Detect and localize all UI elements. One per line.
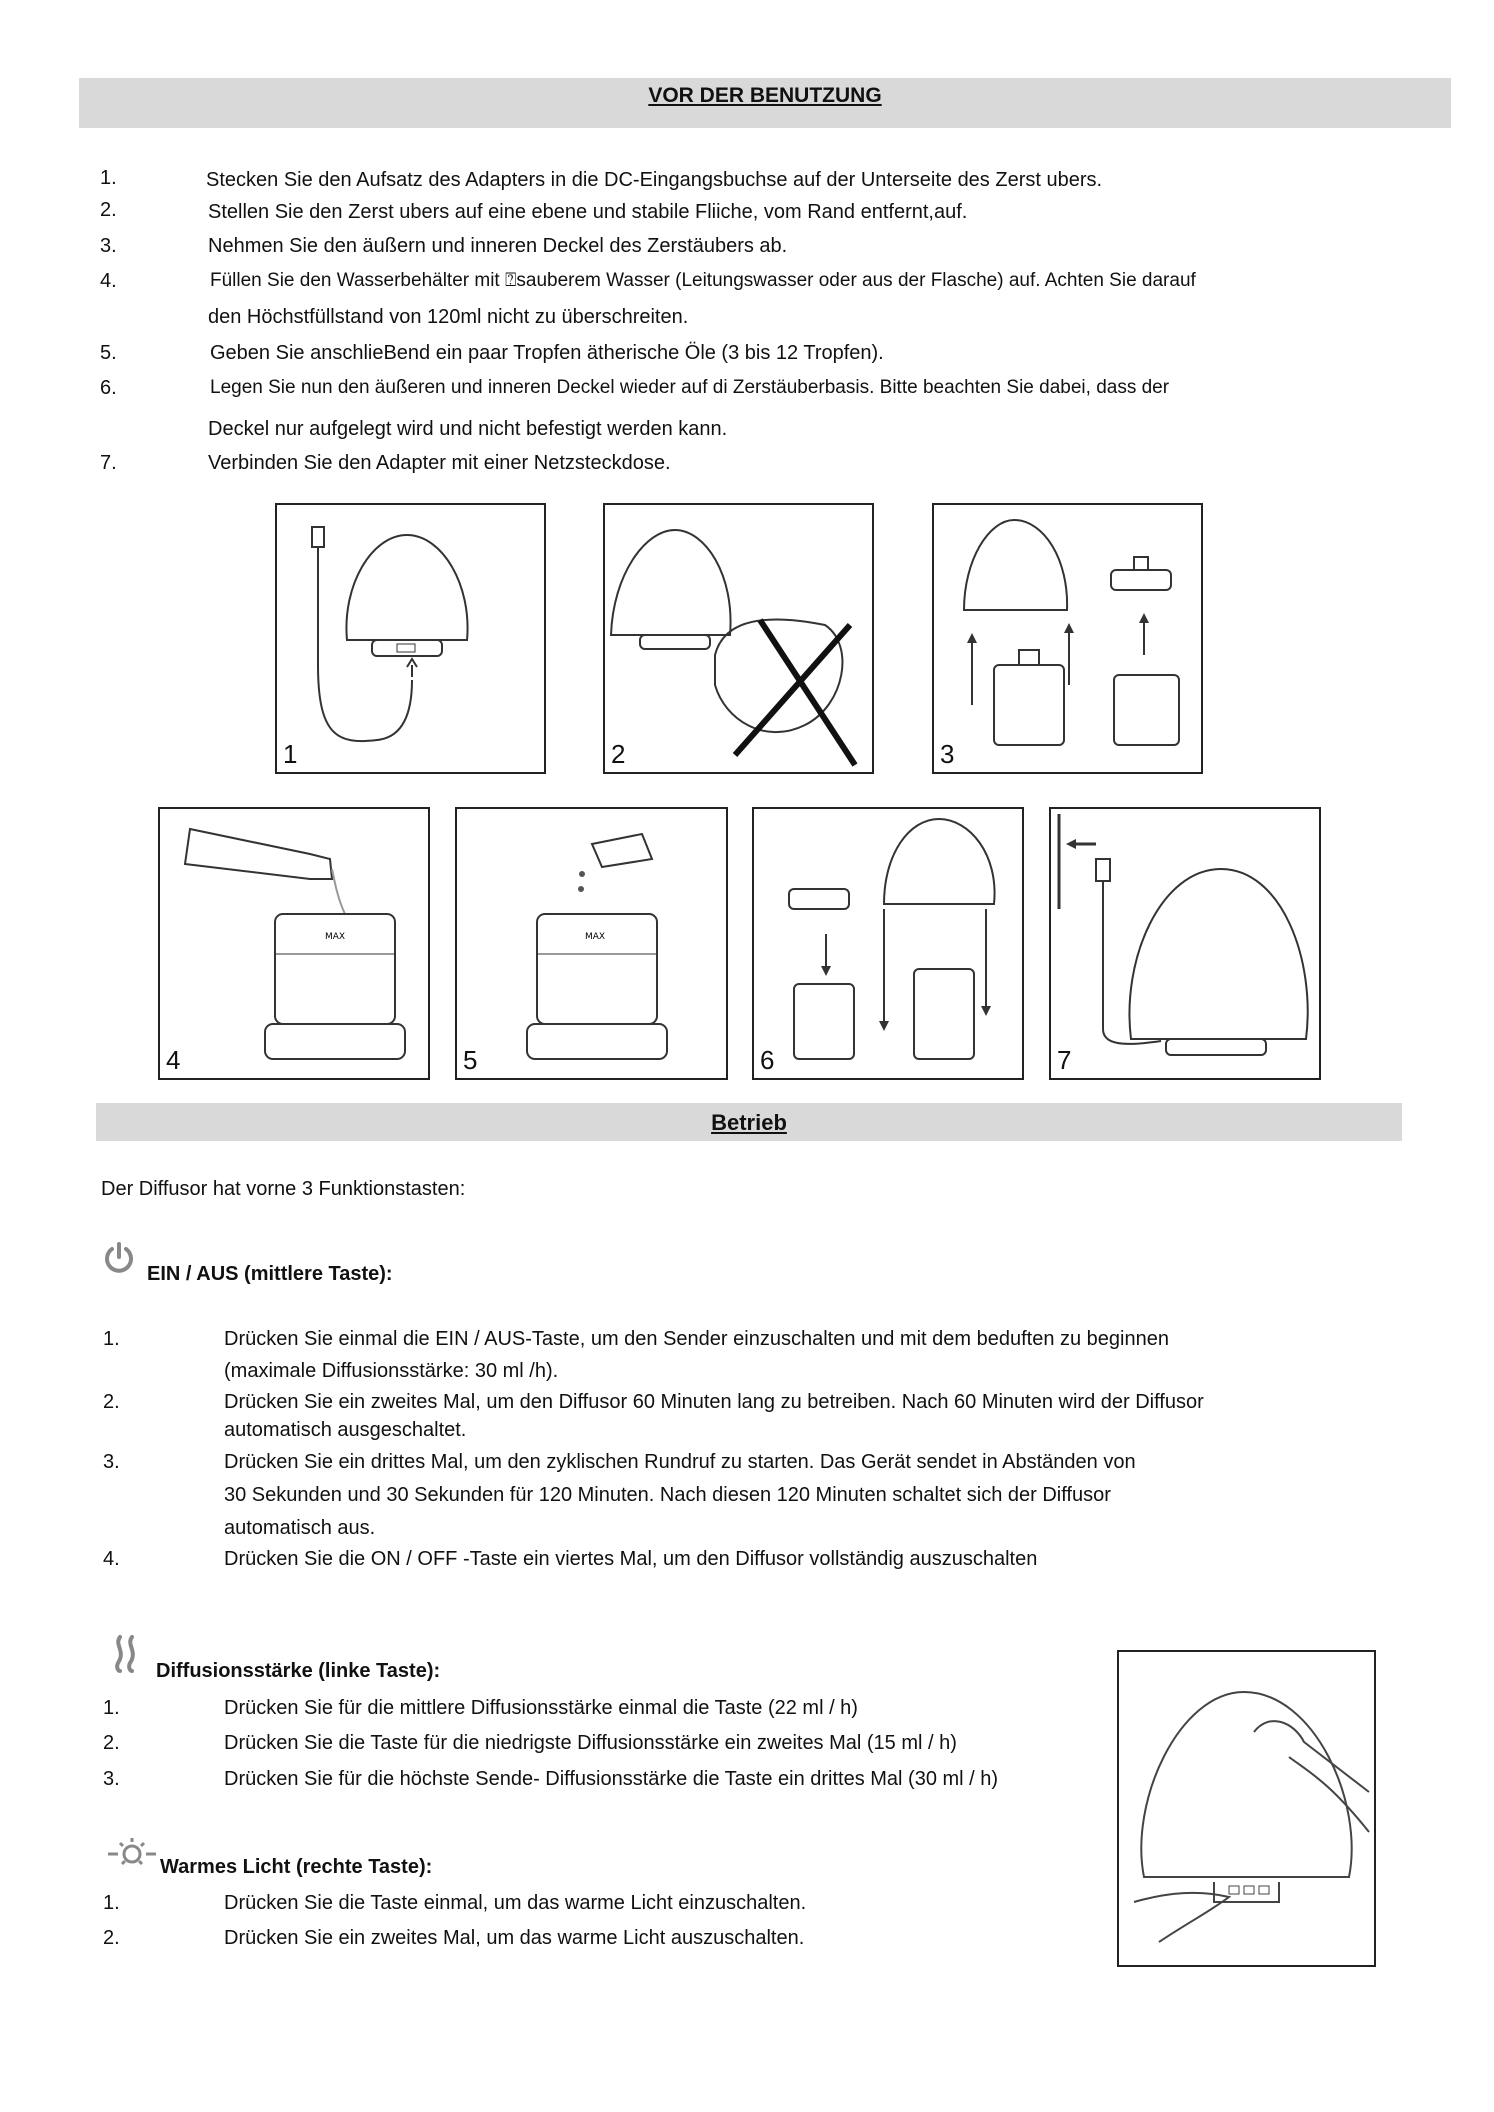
section-title-betrieb: Betrieb	[96, 1103, 1402, 1141]
diffusion-item-text: Drücken Sie für die mittlere Diffusionsstärke einmal die Taste (22 ml / h)	[224, 1697, 858, 1719]
remove-lids-illustration	[934, 505, 1201, 772]
diffusion-item-number: 2.	[103, 1732, 120, 1754]
panel-label: 5	[463, 1045, 478, 1075]
panel-label: 6	[760, 1045, 775, 1075]
power-item-text: Drücken Sie ein drittes Mal, um den zyklischen Rundruf zu starten. Das Gerät sendet in Abständen von	[224, 1451, 1136, 1473]
illustration-panel-6	[752, 807, 1024, 1080]
power-item-text: automatisch aus.	[224, 1517, 376, 1539]
step-text: Legen Sie nun den äußeren und inneren Deckel wieder auf di Zerstäuberbasis. Bitte beachten Sie dabei, dass der	[210, 377, 1170, 398]
illustration-panel-4	[158, 807, 430, 1080]
illustration-panel-7	[1049, 807, 1321, 1080]
power-item-number: 2.	[103, 1391, 120, 1413]
step-text: Füllen Sie den Wasserbehälter mit ⍰sauberem Wasser (Leitungswasser oder aus der Flasche) auf. Achten Sie darauf	[210, 270, 1196, 291]
mist-wave-icon	[110, 1633, 142, 1673]
panel-label: 3	[940, 739, 955, 769]
illustration-panel-2	[603, 503, 874, 774]
diffusion-item-number: 3.	[103, 1768, 120, 1790]
power-item-number: 3.	[103, 1451, 120, 1473]
power-icon	[101, 1240, 137, 1276]
power-item-text: Drücken Sie die ON / OFF -Taste ein viertes Mal, um den Diffusor vollständig auszuschalten	[224, 1548, 1038, 1570]
illustration-panel-1	[275, 503, 546, 774]
light-item-number: 2.	[103, 1927, 120, 1949]
add-oil-illustration	[457, 809, 726, 1078]
intro-text: Der Diffusor hat vorne 3 Funktionstasten:	[101, 1178, 466, 1200]
light-heading: Warmes Licht (rechte Taste):	[160, 1856, 433, 1878]
fill-water-illustration	[160, 809, 428, 1078]
diffusion-heading: Diffusionsstärke (linke Taste):	[156, 1660, 441, 1682]
panel-label: 2	[611, 739, 626, 769]
hand-pressing-button-illustration	[1119, 1652, 1374, 1965]
connect-to-outlet-illustration	[1051, 809, 1319, 1078]
sun-light-icon	[104, 1836, 160, 1870]
step-number: 1.	[100, 167, 117, 189]
step-text-continued: Deckel nur aufgelegt wird und nicht befestigt werden kann.	[208, 418, 728, 440]
panel-label: 1	[283, 739, 298, 769]
button-press-illustration-panel	[1117, 1650, 1376, 1967]
step-number: 6.	[100, 377, 117, 399]
step-text: Stecken Sie den Aufsatz des Adapters in die DC-Eingangsbuchse auf der Unterseite des Zerst ubers.	[206, 169, 1103, 191]
step-number: 3.	[100, 235, 117, 257]
power-item-text: Drücken Sie einmal die EIN / AUS-Taste, um den Sender einzuschalten und mit dem beduften zu beginnen	[224, 1328, 1169, 1350]
diffusion-item-number: 1.	[103, 1697, 120, 1719]
panel-label: 4	[166, 1045, 181, 1075]
step-number: 4.	[100, 270, 117, 292]
step-text-continued: den Höchstfüllstand von 120ml nicht zu überschreiten.	[208, 306, 689, 328]
power-heading: EIN / AUS (mittlere Taste):	[147, 1263, 393, 1285]
power-item-number: 4.	[103, 1548, 120, 1570]
light-item-number: 1.	[103, 1892, 120, 1914]
diffuser-with-adapter-illustration	[277, 505, 544, 772]
step-number: 7.	[100, 452, 117, 474]
placement-do-dont-illustration	[605, 505, 872, 772]
step-number: 2.	[100, 199, 117, 221]
illustration-panel-3	[932, 503, 1203, 774]
diffusion-item-text: Drücken Sie für die höchste Sende- Diffusionsstärke die Taste ein drittes Mal (30 ml / h)	[224, 1768, 999, 1790]
power-item-text: (maximale Diffusionsstärke: 30 ml /h).	[224, 1360, 559, 1382]
illustration-panel-5	[455, 807, 728, 1080]
step-text: Geben Sie anschlieBend ein paar Tropfen ätherische Öle (3 bis 12 Tropfen).	[210, 342, 884, 364]
panel-label: 7	[1057, 1045, 1072, 1075]
step-number: 5.	[100, 342, 117, 364]
replace-lids-illustration	[754, 809, 1022, 1078]
step-text: Verbinden Sie den Adapter mit einer Netzsteckdose.	[208, 452, 671, 474]
light-item-text: Drücken Sie die Taste einmal, um das warme Licht einzuschalten.	[224, 1892, 807, 1914]
light-item-text: Drücken Sie ein zweites Mal, um das warme Licht auszuschalten.	[224, 1927, 805, 1949]
power-item-text: automatisch ausgeschaltet.	[224, 1419, 467, 1441]
step-text: Stellen Sie den Zerst ubers auf eine ebene und stabile Fliiche, vom Rand entfernt,auf.	[208, 201, 968, 223]
step-text: Nehmen Sie den äußern und inneren Deckel des Zerstäubers ab.	[208, 235, 788, 257]
max-label: MAX	[325, 932, 346, 942]
max-label: MAX	[585, 932, 606, 942]
diffusion-item-text: Drücken Sie die Taste für die niedrigste Diffusionsstärke ein zweites Mal (15 ml / h)	[224, 1732, 957, 1754]
power-item-number: 1.	[103, 1328, 120, 1350]
power-item-text: 30 Sekunden und 30 Sekunden für 120 Minuten. Nach diesen 120 Minuten schaltet sich der Diffusor	[224, 1484, 1111, 1506]
power-item-text: Drücken Sie ein zweites Mal, um den Diffusor 60 Minuten lang zu betreiben. Nach 60 Minuten wird der Diffusor	[224, 1391, 1204, 1413]
section-title-vor-der-benutzung: VOR DER BENUTZUNG	[79, 78, 1451, 128]
